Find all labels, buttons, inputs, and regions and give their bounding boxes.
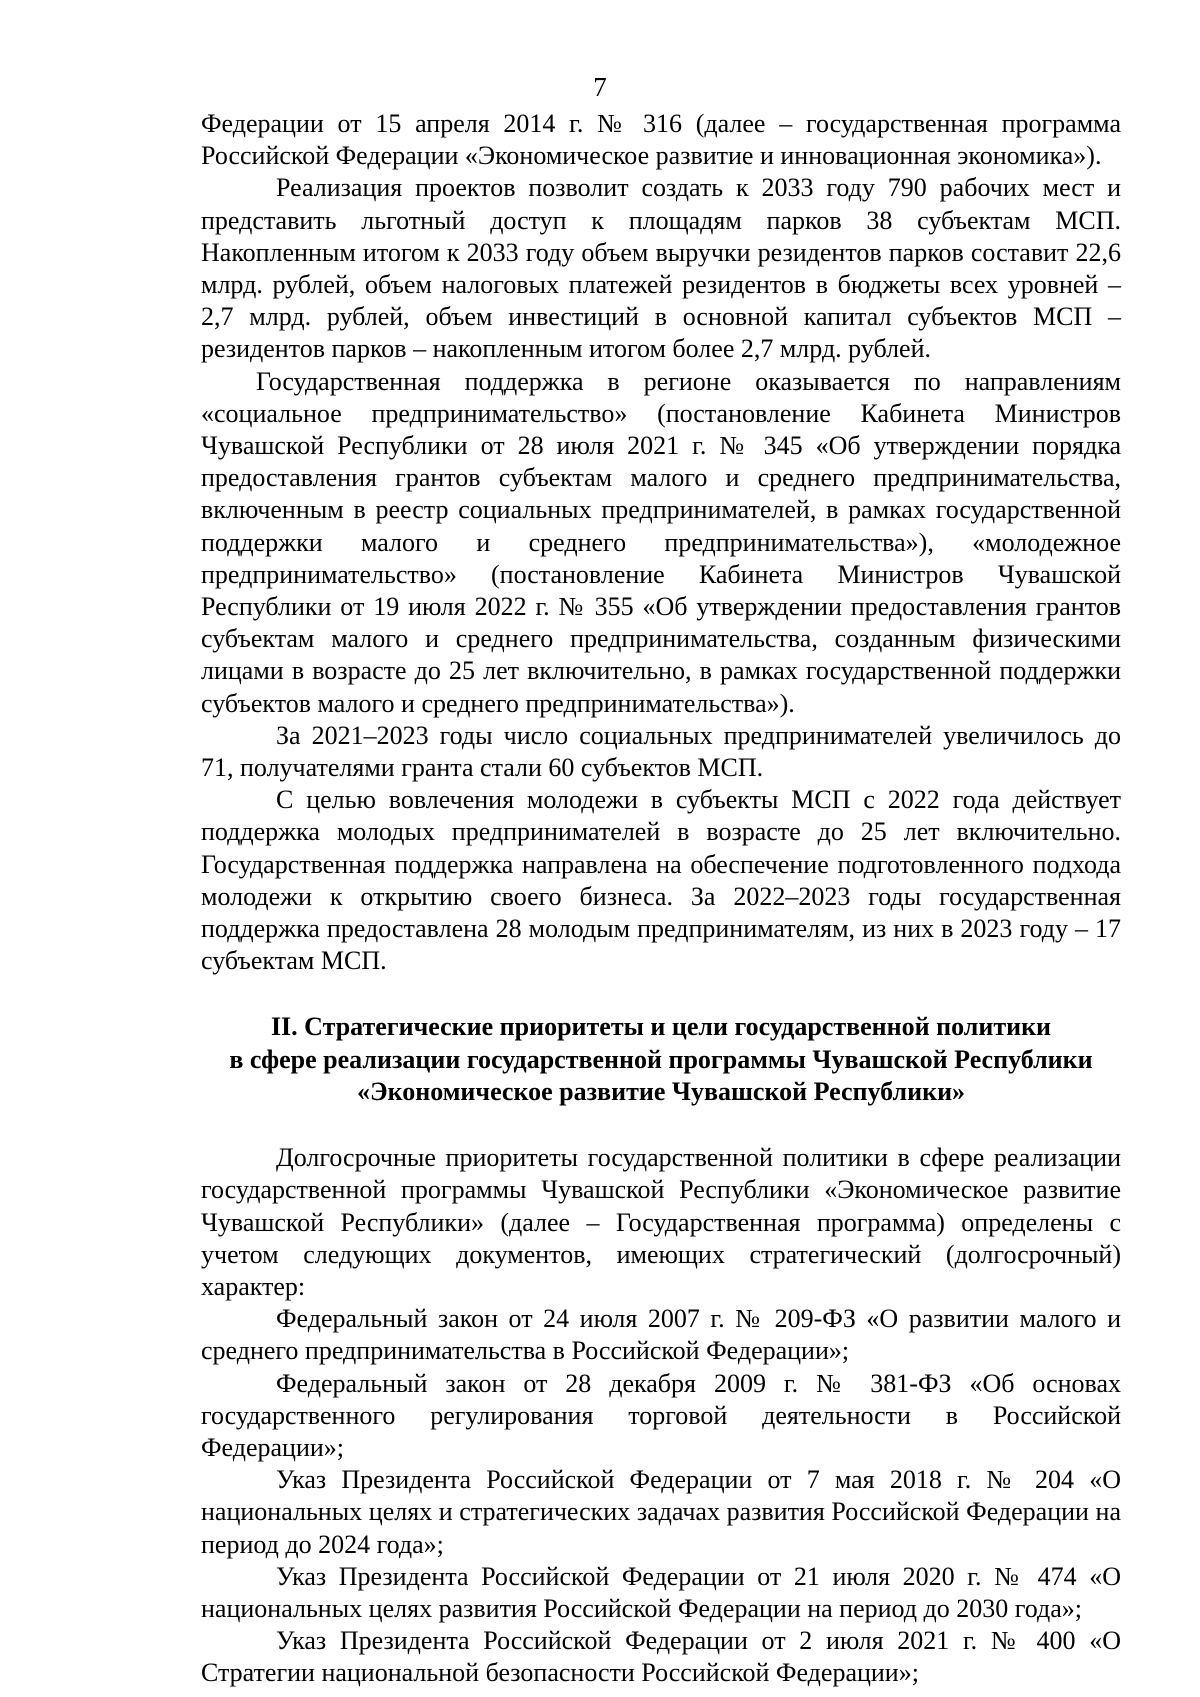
section-heading-line-1: II. Стратегические приоритеты и цели государственной политики [270,1012,1052,1042]
paragraph-decree-400: Указ Президента Российской Федерации от 2 июля 2021 г. № 400 «О Стратегии национальной безопасности Российской Федерации»; [201,1626,1121,1688]
paragraph-decree-204: Указ Президента Российской Федерации от 7 мая 2018 г. № 204 «О национальных целях и стратегических задачах развития Российской Федерации на период до 2024 года»; [201,1465,1121,1559]
section-heading [201,1011,1121,1108]
page-number: 7 [593,72,607,102]
paragraph-decree-474: Указ Президента Российской Федерации от 21 июля 2020 г. № 474 «О национальных целях развития Российской Федерации на период до 2030 года»; [201,1561,1121,1623]
paragraph-project-results: Реализация проектов позволит создать к 2033 году 790 рабочих мест и представить льготный доступ к площадям парков 38 субъектам МСП. Накопленным итогом к 2033 году объем выручки резидентов парков составит 22,6 млрд. рублей, объем налоговых платежей резидентов в бюджеты всех уровней – 2,7 млрд. рублей, объем инвестиций в основной капитал субъектов МСП – резидентов парков – накопленным итогом более 2,7 млрд. рублей. [201,173,1121,364]
paragraph-law-209: Федеральный закон от 24 июля 2007 г. № 209-ФЗ «О развитии малого и среднего предпринимательства в Российской Федерации»; [201,1304,1121,1366]
paragraph-social-entrepreneurs-count: За 2021–2023 годы число социальных предпринимателей увеличилось до 71, получателями гранта стали 60 субъектов МСП. [201,720,1121,783]
paragraph-federation-program-reference: Федерации от 15 апреля 2014 г. № 316 (далее – государственная программа Российской Федерации «Экономическое развитие и инновационная экономика»). [201,109,1121,171]
section-heading-line-3: «Экономическое развитие Чувашской Республики» [356,1076,966,1106]
document-body [201,108,1121,1690]
section-heading-line-2: в сфере реализации государственной программы Чувашской Республики [229,1044,1093,1074]
paragraph-long-term-priorities: Долгосрочные приоритеты государственной политики в сфере реализации государственной программы Чувашской Республики «Экономическое развитие Чувашской Республики» (далее – Государственная программа) определены с учетом следующих документов, имеющих стратегический (долгосрочный) характер: [201,1143,1121,1301]
paragraph-law-381: Федеральный закон от 28 декабря 2009 г. № 381-ФЗ «Об основах государственного регулирования торговой деятельности в Российской Федерации»; [201,1368,1121,1462]
paragraph-state-support-directions: Государственная поддержка в регионе оказывается по направлениям «социальное предпринимательство» (постановление Кабинета Министров Чувашской Республики от 28 июля 2021 г. № 345 «Об утверждении порядка предоставления грантов субъектам малого и среднего предпринимательства, включенным в реестр социальных предпринимателей, в рамках государственной поддержки малого и среднего предпринимательства»), «молодежное предпринимательство» (постановление Кабинета Министров Чувашской Республики от 19 июля 2022 г. № 355 «Об утверждении предоставления грантов субъектам малого и среднего предпринимательства, созданным физическими лицами в возрасте до 25 лет включительно, в рамках государственной поддержки субъектов малого и среднего предпринимательства»). [201,366,1121,718]
paragraph-youth-support: С целью вовлечения молодежи в субъекты МСП с 2022 года действует поддержка молодых предпринимателей в возрасте до 25 лет включительно. Государственная поддержка направлена на обеспечение подготовленного подхода молодежи к открытию своего бизнеса. За 2022–2023 годы государственная поддержка предоставлена 28 молодым предпринимателям, из них в 2023 году – 17 субъектам МСП. [201,785,1121,976]
